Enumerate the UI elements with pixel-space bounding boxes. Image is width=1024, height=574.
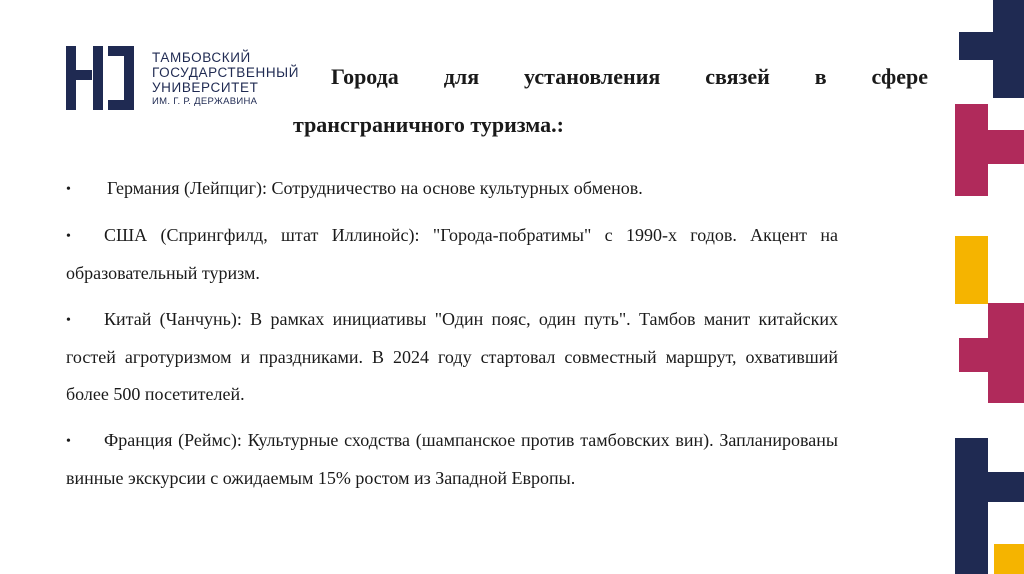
bullet-marker: •	[66, 182, 71, 197]
university-emblem-icon	[66, 46, 140, 110]
bullet-marker: •	[66, 434, 71, 449]
logo-line: ГОСУДАРСТВЕННЫЙ	[152, 65, 300, 80]
bullet-item	[66, 301, 838, 413]
bullet-item	[66, 422, 838, 497]
decorative-blocks	[955, 0, 1024, 574]
logo-line: ТАМБОВСКИЙ	[152, 50, 251, 65]
bullet-item	[66, 170, 838, 208]
bullet-item	[66, 217, 838, 292]
slide-title-line-2: трансграничного туризма.:	[293, 112, 564, 137]
slide-title-line-1: Города для установления связей в сфере	[331, 64, 928, 89]
logo-line: УНИВЕРСИТЕТ	[152, 80, 259, 95]
bullet-text: Китай (Чанчунь): В рамках инициативы "Один пояс, один путь". Тамбов манит китайских гостей агротуризмом и праздниками. В 2024 году стартовал совместный маршрут, охвативший более 500 посетителей.	[66, 309, 838, 404]
bullet-list	[66, 170, 838, 506]
logo-text	[152, 50, 299, 108]
bullet-marker: •	[66, 313, 71, 328]
bullet-marker: •	[66, 229, 71, 244]
logo-line: ИМ. Г. Р. ДЕРЖАВИНА	[152, 96, 258, 107]
bullet-text: Франция (Реймс): Культурные сходства (шампанское против тамбовских вин). Запланированы винные экскурсии с ожидаемым 15% ростом из Западной Европы.	[66, 430, 838, 488]
university-logo	[66, 46, 336, 112]
bullet-text: США (Спрингфилд, штат Иллинойс): "Города-побратимы" с 1990-х годов. Акцент на образовательный туризм.	[66, 225, 838, 283]
bullet-text: Германия (Лейпциг): Сотрудничество на основе культурных обменов.	[107, 178, 643, 198]
